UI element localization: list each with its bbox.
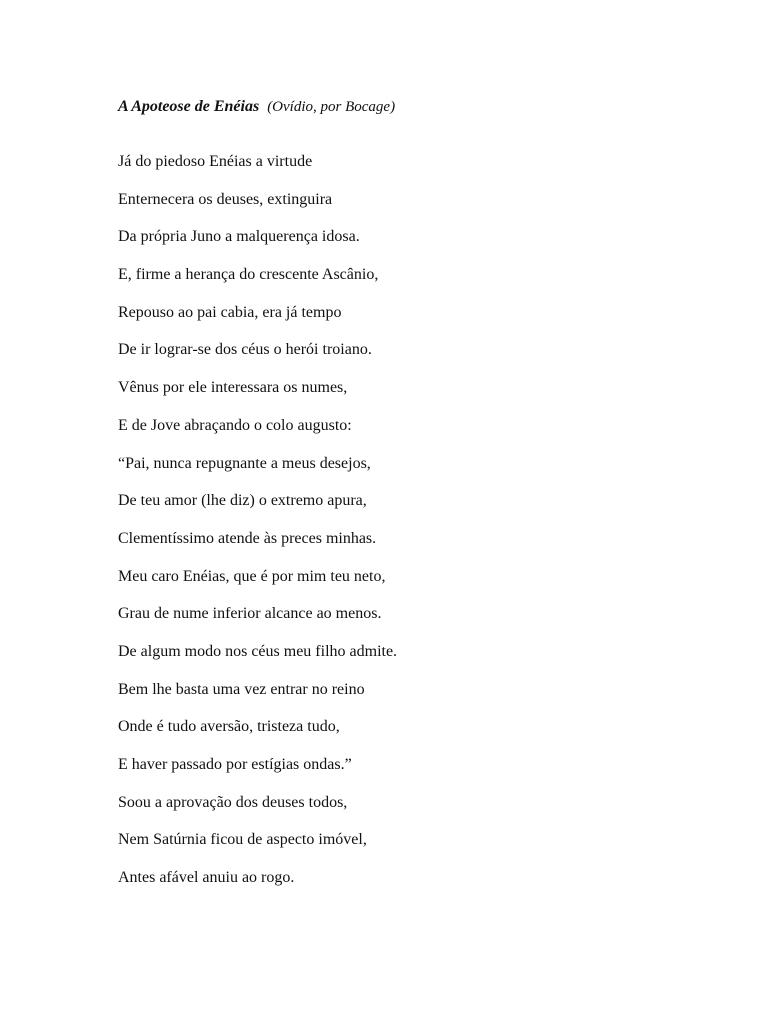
- verse-line: E, firme a herança do crescente Ascânio,: [118, 266, 379, 284]
- verse-line: E haver passado por estígias ondas.”: [118, 756, 352, 773]
- verse-line: Nem Satúrnia ficou de aspecto imóvel,: [118, 831, 367, 849]
- verse-line: Da própria Juno a malquerença idosa.: [118, 228, 360, 246]
- verse-line: Bem lhe basta uma vez entrar no reino: [118, 680, 365, 698]
- verse-line: De algum modo nos céus meu filho admite.: [118, 642, 398, 660]
- verse-line: “Pai, nunca repugnante a meus desejos,: [118, 454, 371, 472]
- document-page: [118, 96, 718, 905]
- verse-line: Meu caro Enéias, que é por mim teu neto,: [118, 567, 386, 585]
- poem-title-line: [118, 96, 718, 118]
- verse-line: Clementíssimo atende às preces minhas.: [118, 529, 377, 547]
- verse-line: Repouso ao pai cabia, era já tempo: [118, 303, 342, 321]
- verse-line: De ir lograr-se dos céus o herói troiano.: [118, 341, 372, 359]
- verse-line: E de Jove abraçando o colo augusto:: [118, 416, 352, 434]
- verse-line: Grau de nume inferior alcance ao menos.: [118, 605, 382, 623]
- verse-line: Soou a aprovação dos deuses todos,: [118, 793, 348, 811]
- verse-line: Antes afável anuiu ao rogo.: [118, 869, 295, 887]
- poem-title: A Apoteose de Enéias: [118, 98, 260, 115]
- poem-attribution: (Ovídio, por Bocage): [267, 99, 396, 115]
- verse-line: Onde é tudo aversão, tristeza tudo,: [118, 718, 340, 736]
- verse-line: Já do piedoso Enéias a virtude: [118, 153, 313, 170]
- verse-line: Enternecera os deuses, extinguira: [118, 190, 333, 208]
- verse-line: De teu amor (lhe diz) o extremo apura,: [118, 492, 367, 510]
- poem-body: [118, 151, 718, 905]
- verse-line: Vênus por ele interessara os numes,: [118, 379, 348, 397]
